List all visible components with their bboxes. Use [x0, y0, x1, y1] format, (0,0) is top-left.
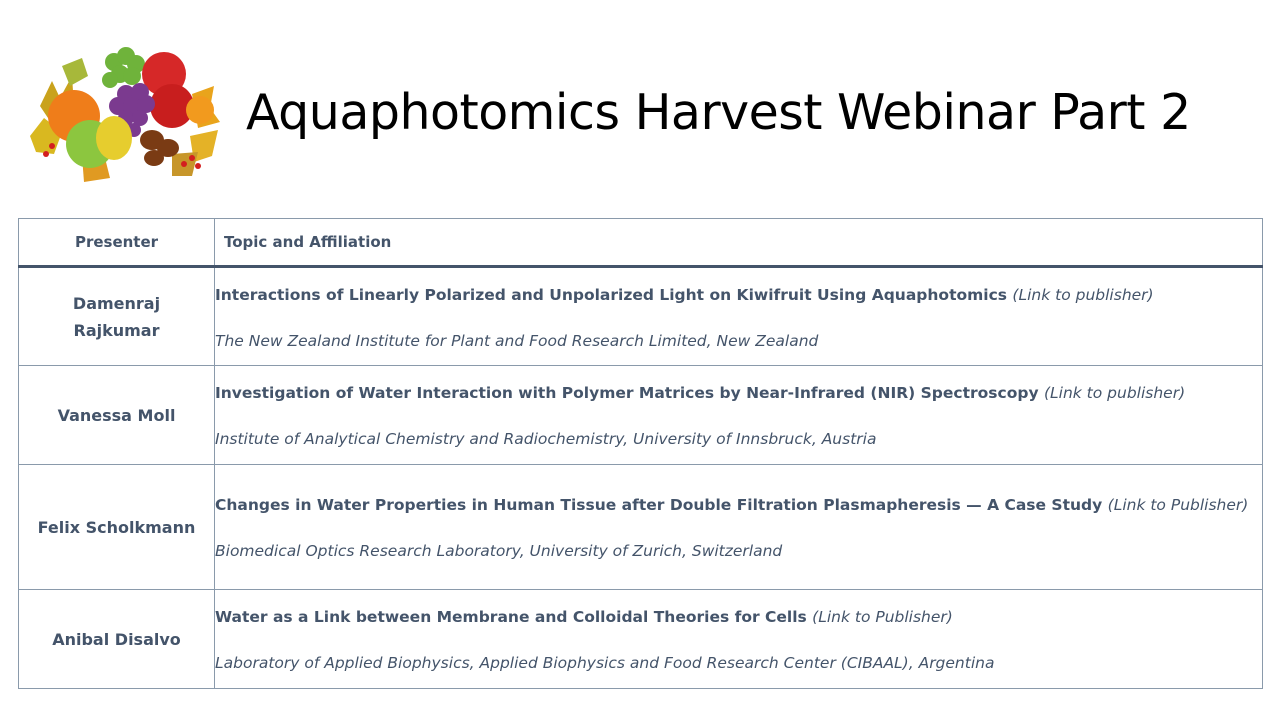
presenter-table [18, 218, 1263, 689]
presenter-name: Felix Scholkmann [19, 465, 215, 590]
affiliation: Institute of Analytical Chemistry and Radiochemistry, University of Innsbruck, Austria [215, 430, 877, 448]
topic-title: Changes in Water Properties in Human Tissue after Double Filtration Plasmapheresis — A Case Study [215, 496, 1103, 514]
presenter-name: Damenraj Rajkumar [19, 267, 215, 366]
table-row [19, 267, 1263, 366]
publisher-link[interactable]: (Link to Publisher) [1107, 496, 1249, 514]
table-row [19, 590, 1263, 689]
table-header-row [19, 219, 1263, 267]
header-presenter: Presenter [19, 219, 215, 267]
green-grapes [102, 47, 145, 88]
harvest-fruit-logo [22, 36, 228, 186]
topic-cell [215, 366, 1263, 465]
publisher-link[interactable]: (Link to publisher) [1012, 285, 1154, 304]
topic-title: Investigation of Water Interaction with Polymer Matrices by Near-Infrared (NIR) Spectroscopy [215, 384, 1039, 402]
publisher-link[interactable]: (Link to publisher) [1043, 384, 1186, 402]
affiliation: Laboratory of Applied Biophysics, Applied Biophysics and Food Research Center (CIBAAL), Argentina [215, 654, 995, 672]
topic-cell [215, 590, 1263, 689]
header-topic: Topic and Affiliation [215, 219, 1263, 267]
table-row [19, 366, 1263, 465]
orange [186, 96, 214, 124]
topic-cell [215, 465, 1263, 590]
topic-cell [215, 267, 1263, 366]
table-row [19, 465, 1263, 590]
publisher-link[interactable]: (Link to Publisher) [812, 608, 953, 626]
topic-title: Water as a Link between Membrane and Colloidal Theories for Cells [215, 608, 807, 626]
affiliation: The New Zealand Institute for Plant and Food Research Limited, New Zealand [215, 331, 819, 350]
presenter-name: Anibal Disalvo [19, 590, 215, 689]
pear [96, 116, 132, 160]
page-title: Aquaphotomics Harvest Webinar Part 2 [246, 84, 1191, 141]
topic-title: Interactions of Linearly Polarized and Unpolarized Light on Kiwifruit Using Aquaphotomics [215, 285, 1008, 304]
presenter-name: Vanessa Moll [19, 366, 215, 465]
affiliation: Biomedical Optics Research Laboratory, University of Zurich, Switzerland [215, 542, 783, 560]
